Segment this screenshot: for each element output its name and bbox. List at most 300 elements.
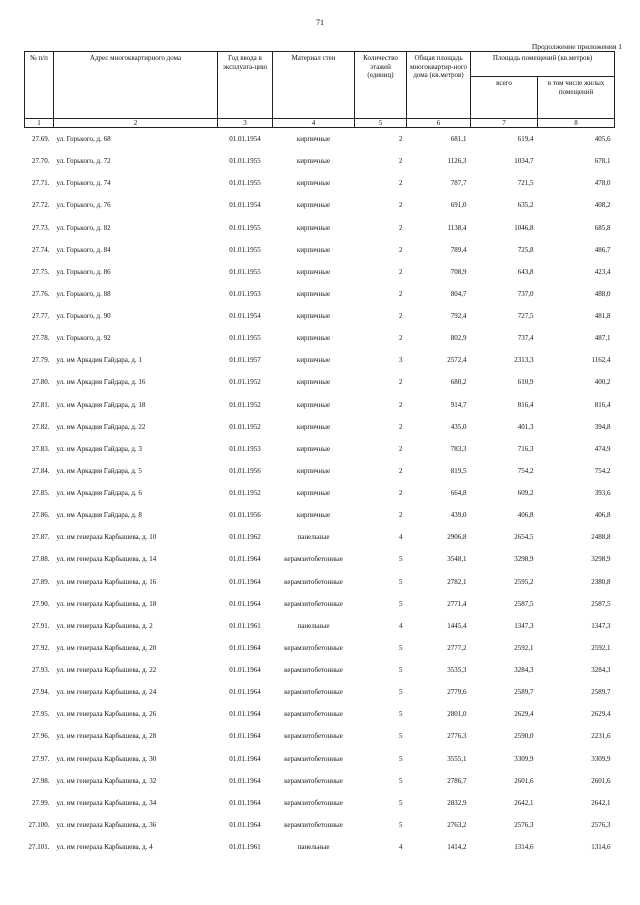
table-row bbox=[25, 526, 615, 548]
year-cell: 01.01.1961 bbox=[229, 843, 261, 852]
row-number: 27.99. bbox=[32, 798, 50, 807]
row-number: 27.89. bbox=[32, 577, 50, 586]
total-area-cell: 2771,4 bbox=[447, 599, 467, 608]
material-cell: кирпичные bbox=[296, 466, 331, 475]
floors-cell: 5 bbox=[399, 776, 403, 785]
premises-area-cell: 2576,3 bbox=[514, 820, 534, 829]
total-area-cell: 2779,6 bbox=[447, 688, 467, 697]
table-row bbox=[25, 482, 615, 504]
address-cell: ул. им генерала Карбышева, д. 20 bbox=[56, 643, 157, 652]
material-cell: кирпичные bbox=[296, 267, 331, 276]
table-row bbox=[25, 349, 615, 371]
floors-cell: 5 bbox=[399, 666, 403, 675]
living-area-cell: 478,0 bbox=[594, 179, 611, 188]
floors-cell: 5 bbox=[399, 710, 403, 719]
table-row bbox=[25, 438, 615, 460]
living-area-cell: 678,1 bbox=[594, 157, 611, 166]
material-cell: кирпичные bbox=[296, 201, 331, 210]
header-address: Адрес многоквартирного дома bbox=[54, 52, 218, 119]
premises-area-cell: 2629,4 bbox=[514, 710, 534, 719]
total-area-cell: 2777,2 bbox=[447, 643, 467, 652]
living-area-cell: 481,8 bbox=[594, 312, 611, 321]
column-number: 3 bbox=[218, 119, 273, 128]
total-area-cell: 792,4 bbox=[450, 312, 467, 321]
row-number: 27.84. bbox=[32, 466, 50, 475]
living-area-cell: 2488,8 bbox=[591, 533, 611, 542]
premises-area-cell: 2642,1 bbox=[514, 798, 534, 807]
premises-area-cell: 609,2 bbox=[517, 489, 534, 498]
table-row bbox=[25, 239, 615, 261]
address-cell: ул. им генерала Карбышева, д. 36 bbox=[56, 820, 157, 829]
floors-cell: 2 bbox=[399, 289, 403, 298]
year-cell: 01.01.1957 bbox=[229, 356, 261, 365]
material-cell: кирпичные bbox=[296, 289, 331, 298]
floors-cell: 2 bbox=[399, 179, 403, 188]
premises-area-cell: 619,4 bbox=[517, 135, 534, 144]
total-area-cell: 3555,1 bbox=[447, 754, 467, 763]
year-cell: 01.01.1956 bbox=[229, 466, 261, 475]
row-number: 27.87. bbox=[32, 533, 50, 542]
material-cell: кирпичные bbox=[296, 400, 331, 409]
total-area-cell: 435,0 bbox=[450, 422, 467, 431]
table-row bbox=[25, 327, 615, 349]
floors-cell: 5 bbox=[399, 688, 403, 697]
total-area-cell: 2801,0 bbox=[447, 710, 467, 719]
address-cell: ул. им генерала Карбышева, д. 10 bbox=[56, 533, 157, 542]
year-cell: 01.01.1956 bbox=[229, 511, 261, 520]
living-area-cell: 394,8 bbox=[594, 422, 611, 431]
year-cell: 01.01.1955 bbox=[229, 157, 261, 166]
year-cell: 01.01.1964 bbox=[229, 599, 261, 608]
address-cell: ул. им Аркадия Гайдара, д. 16 bbox=[56, 378, 146, 387]
row-number: 27.90. bbox=[32, 599, 50, 608]
total-area-cell: 1414,2 bbox=[447, 843, 467, 852]
row-number: 27.77. bbox=[32, 312, 50, 321]
row-number: 27.95. bbox=[32, 710, 50, 719]
living-area-cell: 685,8 bbox=[594, 223, 611, 232]
premises-area-cell: 721,5 bbox=[517, 179, 534, 188]
table-row bbox=[25, 725, 615, 747]
address-cell: ул. им Аркадия Гайдара, д. 8 bbox=[56, 511, 142, 520]
address-cell: ул. им Аркадия Гайдара, д. 6 bbox=[56, 489, 142, 498]
column-number: 5 bbox=[355, 119, 407, 128]
premises-area-cell: 727,5 bbox=[517, 312, 534, 321]
material-cell: керамзитобетонные bbox=[284, 732, 343, 741]
total-area-cell: 2572,4 bbox=[447, 356, 467, 365]
premises-area-cell: 737,0 bbox=[517, 289, 534, 298]
row-number: 27.98. bbox=[32, 776, 50, 785]
year-cell: 01.01.1961 bbox=[229, 621, 261, 630]
address-cell: ул. им генерала Карбышева, д. 24 bbox=[56, 688, 157, 697]
living-area-cell: 486,7 bbox=[594, 245, 611, 254]
table-row bbox=[25, 637, 615, 659]
premises-area-cell: 737,4 bbox=[517, 334, 534, 343]
address-cell: ул. им Аркадия Гайдара, д. 1 bbox=[56, 356, 142, 365]
year-cell: 01.01.1964 bbox=[229, 820, 261, 829]
floors-cell: 2 bbox=[399, 157, 403, 166]
premises-area-cell: 610,9 bbox=[517, 378, 534, 387]
year-cell: 01.01.1952 bbox=[229, 489, 261, 498]
row-number: 27.79. bbox=[32, 356, 50, 365]
material-cell: керамзитобетонные bbox=[284, 798, 343, 807]
total-area-cell: 783,3 bbox=[450, 444, 467, 453]
floors-cell: 2 bbox=[399, 245, 403, 254]
column-number-row bbox=[25, 119, 615, 128]
address-cell: ул. им генерала Карбышева, д. 32 bbox=[56, 776, 157, 785]
floors-cell: 2 bbox=[399, 334, 403, 343]
address-cell: ул. Горького, д. 82 bbox=[56, 223, 111, 232]
total-area-cell: 2906,8 bbox=[447, 533, 467, 542]
table-row bbox=[25, 128, 615, 151]
table-row bbox=[25, 770, 615, 792]
row-number: 27.91. bbox=[32, 621, 50, 630]
year-cell: 01.01.1955 bbox=[229, 245, 261, 254]
header-num: № п/п bbox=[25, 52, 54, 119]
floors-cell: 5 bbox=[399, 555, 403, 564]
material-cell: панельные bbox=[297, 533, 330, 542]
living-area-cell: 2592,1 bbox=[591, 643, 611, 652]
year-cell: 01.01.1964 bbox=[229, 577, 261, 586]
column-number: 2 bbox=[54, 119, 218, 128]
living-area-cell: 2380,8 bbox=[591, 577, 611, 586]
row-number: 27.81. bbox=[32, 400, 50, 409]
table-row bbox=[25, 659, 615, 681]
row-number: 27.93. bbox=[32, 666, 50, 675]
header-floors: Количество этажей (единиц) bbox=[355, 52, 407, 119]
premises-area-cell: 3298,9 bbox=[514, 555, 534, 564]
total-area-cell: 819,5 bbox=[450, 466, 467, 475]
material-cell: кирпичные bbox=[296, 444, 331, 453]
row-number: 27.97. bbox=[32, 754, 50, 763]
living-area-cell: 2642,1 bbox=[591, 798, 611, 807]
address-cell: ул. Горького, д. 90 bbox=[56, 312, 111, 321]
table-row bbox=[25, 460, 615, 482]
address-cell: ул. Горького, д. 74 bbox=[56, 179, 111, 188]
living-area-cell: 2231,6 bbox=[591, 732, 611, 741]
total-area-cell: 708,9 bbox=[450, 267, 467, 276]
year-cell: 01.01.1964 bbox=[229, 754, 261, 763]
year-cell: 01.01.1954 bbox=[229, 312, 261, 321]
address-cell: ул. Горького, д. 76 bbox=[56, 201, 111, 210]
living-area-cell: 2587,5 bbox=[591, 599, 611, 608]
year-cell: 01.01.1955 bbox=[229, 267, 261, 276]
floors-cell: 2 bbox=[399, 444, 403, 453]
address-cell: ул. им Аркадия Гайдара, д. 18 bbox=[56, 400, 146, 409]
total-area-cell: 681,1 bbox=[450, 135, 467, 144]
floors-cell: 5 bbox=[399, 599, 403, 608]
page-number: 71 bbox=[316, 18, 324, 27]
total-area-cell: 664,8 bbox=[450, 489, 467, 498]
living-area-cell: 393,6 bbox=[594, 489, 611, 498]
material-cell: кирпичные bbox=[296, 489, 331, 498]
premises-area-cell: 401,3 bbox=[517, 422, 534, 431]
row-number: 27.94. bbox=[32, 688, 50, 697]
address-cell: ул. им генерала Карбышева, д. 4 bbox=[56, 843, 153, 852]
premises-area-cell: 3309,9 bbox=[514, 754, 534, 763]
living-area-cell: 423,4 bbox=[594, 267, 611, 276]
row-number: 27.80. bbox=[32, 378, 50, 387]
row-number: 27.70. bbox=[32, 157, 50, 166]
living-area-cell: 488,0 bbox=[594, 289, 611, 298]
address-cell: ул. им Аркадия Гайдара, д. 5 bbox=[56, 466, 142, 475]
living-area-cell: 2601,6 bbox=[591, 776, 611, 785]
table-row bbox=[25, 283, 615, 305]
row-number: 27.86. bbox=[32, 511, 50, 520]
premises-area-cell: 406,8 bbox=[517, 511, 534, 520]
year-cell: 01.01.1964 bbox=[229, 776, 261, 785]
material-cell: кирпичные bbox=[296, 135, 331, 144]
address-cell: ул. им Аркадия Гайдара, д. 3 bbox=[56, 444, 142, 453]
material-cell: керамзитобетонные bbox=[284, 555, 343, 564]
living-area-cell: 2589,7 bbox=[591, 688, 611, 697]
row-number: 27.72. bbox=[32, 201, 50, 210]
material-cell: керамзитобетонные bbox=[284, 688, 343, 697]
floors-cell: 2 bbox=[399, 201, 403, 210]
year-cell: 01.01.1964 bbox=[229, 710, 261, 719]
total-area-cell: 1138,4 bbox=[447, 223, 467, 232]
material-cell: керамзитобетонные bbox=[284, 643, 343, 652]
total-area-cell: 789,4 bbox=[450, 245, 467, 254]
material-cell: кирпичные bbox=[296, 179, 331, 188]
premises-area-cell: 2601,6 bbox=[514, 776, 534, 785]
floors-cell: 2 bbox=[399, 135, 403, 144]
year-cell: 01.01.1964 bbox=[229, 688, 261, 697]
row-number: 27.96. bbox=[32, 732, 50, 741]
table-row bbox=[25, 681, 615, 703]
total-area-cell: 2832,9 bbox=[447, 798, 467, 807]
total-area-cell: 2786,7 bbox=[447, 776, 467, 785]
row-number: 27.71. bbox=[32, 179, 50, 188]
year-cell: 01.01.1955 bbox=[229, 179, 261, 188]
table-row bbox=[25, 194, 615, 216]
material-cell: кирпичные bbox=[296, 511, 331, 520]
table-row bbox=[25, 504, 615, 526]
premises-area-cell: 2595,2 bbox=[514, 577, 534, 586]
table-row bbox=[25, 217, 615, 239]
premises-area-cell: 1046,8 bbox=[514, 223, 534, 232]
year-cell: 01.01.1964 bbox=[229, 798, 261, 807]
floors-cell: 2 bbox=[399, 400, 403, 409]
table-body bbox=[25, 128, 615, 859]
column-number: 6 bbox=[407, 119, 471, 128]
living-area-cell: 3284,3 bbox=[591, 666, 611, 675]
column-number: 7 bbox=[471, 119, 538, 128]
table-row bbox=[25, 703, 615, 725]
address-cell: ул. им генерала Карбышева, д. 22 bbox=[56, 666, 157, 675]
material-cell: панельные bbox=[297, 621, 330, 630]
floors-cell: 2 bbox=[399, 466, 403, 475]
row-number: 27.92. bbox=[32, 643, 50, 652]
address-cell: ул. им генерала Карбышева, д. 26 bbox=[56, 710, 157, 719]
year-cell: 01.01.1953 bbox=[229, 444, 261, 453]
address-cell: ул. Горького, д. 72 bbox=[56, 157, 111, 166]
housing-table bbox=[24, 51, 615, 858]
column-number: 4 bbox=[273, 119, 355, 128]
premises-area-cell: 635,2 bbox=[517, 201, 534, 210]
row-number: 27.78. bbox=[32, 334, 50, 343]
row-number: 27.85. bbox=[32, 489, 50, 498]
continuation-note: Продолжение приложения 1 bbox=[531, 42, 622, 51]
address-cell: ул. Горького, д. 84 bbox=[56, 245, 111, 254]
row-number: 27.83. bbox=[32, 444, 50, 453]
address-cell: ул. им генерала Карбышева, д. 28 bbox=[56, 732, 157, 741]
table-row bbox=[25, 836, 615, 858]
floors-cell: 3 bbox=[399, 356, 403, 365]
premises-area-cell: 716,3 bbox=[517, 444, 534, 453]
premises-area-cell: 2654,5 bbox=[514, 533, 534, 542]
total-area-cell: 691,0 bbox=[450, 201, 467, 210]
floors-cell: 5 bbox=[399, 732, 403, 741]
table-row bbox=[25, 416, 615, 438]
total-area-cell: 2776,3 bbox=[447, 732, 467, 741]
material-cell: кирпичные bbox=[296, 422, 331, 431]
total-area-cell: 680,2 bbox=[450, 378, 467, 387]
premises-area-cell: 725,8 bbox=[517, 245, 534, 254]
header-material: Материал стен bbox=[273, 52, 355, 119]
material-cell: керамзитобетонные bbox=[284, 754, 343, 763]
living-area-cell: 405,6 bbox=[594, 135, 611, 144]
material-cell: керамзитобетонные bbox=[284, 710, 343, 719]
living-area-cell: 816,4 bbox=[594, 400, 611, 409]
year-cell: 01.01.1964 bbox=[229, 732, 261, 741]
floors-cell: 5 bbox=[399, 798, 403, 807]
year-cell: 01.01.1953 bbox=[229, 289, 261, 298]
table-row bbox=[25, 150, 615, 172]
total-area-cell: 787,7 bbox=[450, 179, 467, 188]
premises-area-cell: 643,8 bbox=[517, 267, 534, 276]
row-number: 27.74. bbox=[32, 245, 50, 254]
living-area-cell: 2576,3 bbox=[591, 820, 611, 829]
total-area-cell: 3535,3 bbox=[447, 666, 467, 675]
row-number: 27.88. bbox=[32, 555, 50, 564]
row-number: 27.75. bbox=[32, 267, 50, 276]
premises-area-cell: 1034,7 bbox=[514, 157, 534, 166]
year-cell: 01.01.1962 bbox=[229, 533, 261, 542]
material-cell: керамзитобетонные bbox=[284, 776, 343, 785]
floors-cell: 5 bbox=[399, 643, 403, 652]
floors-cell: 4 bbox=[399, 533, 403, 542]
table-row bbox=[25, 172, 615, 194]
living-area-cell: 1314,6 bbox=[591, 843, 611, 852]
total-area-cell: 439,0 bbox=[450, 511, 467, 520]
living-area-cell: 400,2 bbox=[594, 378, 611, 387]
address-cell: ул. им генерала Карбышева, д. 18 bbox=[56, 599, 157, 608]
material-cell: кирпичные bbox=[296, 223, 331, 232]
row-number: 27.101. bbox=[28, 843, 50, 852]
table-row bbox=[25, 394, 615, 416]
living-area-cell: 2629,4 bbox=[591, 710, 611, 719]
table-row bbox=[25, 814, 615, 836]
header-all: всего bbox=[471, 77, 538, 119]
header-premises-area: Площадь помещений (кв.метров) bbox=[471, 52, 615, 77]
floors-cell: 2 bbox=[399, 378, 403, 387]
year-cell: 01.01.1952 bbox=[229, 378, 261, 387]
header-total-area: Общая площадь многоквартир-ного дома (кв.метров) bbox=[407, 52, 471, 119]
premises-area-cell: 2587,5 bbox=[514, 599, 534, 608]
row-number: 27.100. bbox=[28, 820, 50, 829]
material-cell: кирпичные bbox=[296, 245, 331, 254]
material-cell: кирпичные bbox=[296, 356, 331, 365]
living-area-cell: 408,2 bbox=[594, 201, 611, 210]
row-number: 27.76. bbox=[32, 289, 50, 298]
living-area-cell: 1162,4 bbox=[591, 356, 611, 365]
premises-area-cell: 2590,0 bbox=[514, 732, 534, 741]
living-area-cell: 3309,9 bbox=[591, 754, 611, 763]
floors-cell: 4 bbox=[399, 621, 403, 630]
year-cell: 01.01.1955 bbox=[229, 223, 261, 232]
header-living: в том числе жилых помещений bbox=[538, 77, 615, 119]
table-row bbox=[25, 371, 615, 393]
floors-cell: 5 bbox=[399, 820, 403, 829]
premises-area-cell: 754,2 bbox=[517, 466, 534, 475]
floors-cell: 5 bbox=[399, 754, 403, 763]
premises-area-cell: 1314,6 bbox=[514, 843, 534, 852]
address-cell: ул. Горького, д. 92 bbox=[56, 334, 111, 343]
table-row bbox=[25, 615, 615, 637]
address-cell: ул. им генерала Карбышева, д. 30 bbox=[56, 754, 157, 763]
total-area-cell: 914,7 bbox=[450, 400, 467, 409]
table-row bbox=[25, 305, 615, 327]
table-row bbox=[25, 571, 615, 593]
address-cell: ул. им генерала Карбышева, д. 14 bbox=[56, 555, 157, 564]
premises-area-cell: 2592,1 bbox=[514, 643, 534, 652]
address-cell: ул. Горького, д. 86 bbox=[56, 267, 111, 276]
living-area-cell: 3298,9 bbox=[591, 555, 611, 564]
total-area-cell: 1126,3 bbox=[447, 157, 467, 166]
premises-area-cell: 2589,7 bbox=[514, 688, 534, 697]
header-year: Год ввода в эксплуата-цию bbox=[218, 52, 273, 119]
material-cell: кирпичные bbox=[296, 157, 331, 166]
premises-area-cell: 816,4 bbox=[517, 400, 534, 409]
address-cell: ул. им Аркадия Гайдара, д. 22 bbox=[56, 422, 146, 431]
material-cell: панельные bbox=[297, 843, 330, 852]
table-row bbox=[25, 593, 615, 615]
address-cell: ул. Горького, д. 88 bbox=[56, 289, 111, 298]
living-area-cell: 406,8 bbox=[594, 511, 611, 520]
premises-area-cell: 2313,3 bbox=[514, 356, 534, 365]
total-area-cell: 3548,1 bbox=[447, 555, 467, 564]
address-cell: ул. им генерала Карбышева, д. 34 bbox=[56, 798, 157, 807]
year-cell: 01.01.1964 bbox=[229, 555, 261, 564]
living-area-cell: 754,2 bbox=[594, 466, 611, 475]
address-cell: ул. Горького, д. 68 bbox=[56, 135, 111, 144]
total-area-cell: 2782,1 bbox=[447, 577, 467, 586]
material-cell: керамзитобетонные bbox=[284, 577, 343, 586]
year-cell: 01.01.1954 bbox=[229, 135, 261, 144]
floors-cell: 2 bbox=[399, 489, 403, 498]
floors-cell: 2 bbox=[399, 312, 403, 321]
address-cell: ул. им генерала Карбышева, д. 16 bbox=[56, 577, 157, 586]
year-cell: 01.01.1952 bbox=[229, 422, 261, 431]
living-area-cell: 487,1 bbox=[594, 334, 611, 343]
floors-cell: 4 bbox=[399, 843, 403, 852]
year-cell: 01.01.1954 bbox=[229, 201, 261, 210]
floors-cell: 2 bbox=[399, 422, 403, 431]
table-row bbox=[25, 548, 615, 570]
row-number: 27.69. bbox=[32, 135, 50, 144]
total-area-cell: 2763,2 bbox=[447, 820, 467, 829]
floors-cell: 2 bbox=[399, 267, 403, 276]
total-area-cell: 1445,4 bbox=[447, 621, 467, 630]
year-cell: 01.01.1955 bbox=[229, 334, 261, 343]
material-cell: кирпичные bbox=[296, 378, 331, 387]
material-cell: керамзитобетонные bbox=[284, 666, 343, 675]
year-cell: 01.01.1964 bbox=[229, 643, 261, 652]
table-row bbox=[25, 261, 615, 283]
total-area-cell: 802,9 bbox=[450, 334, 467, 343]
row-number: 27.82. bbox=[32, 422, 50, 431]
floors-cell: 2 bbox=[399, 223, 403, 232]
